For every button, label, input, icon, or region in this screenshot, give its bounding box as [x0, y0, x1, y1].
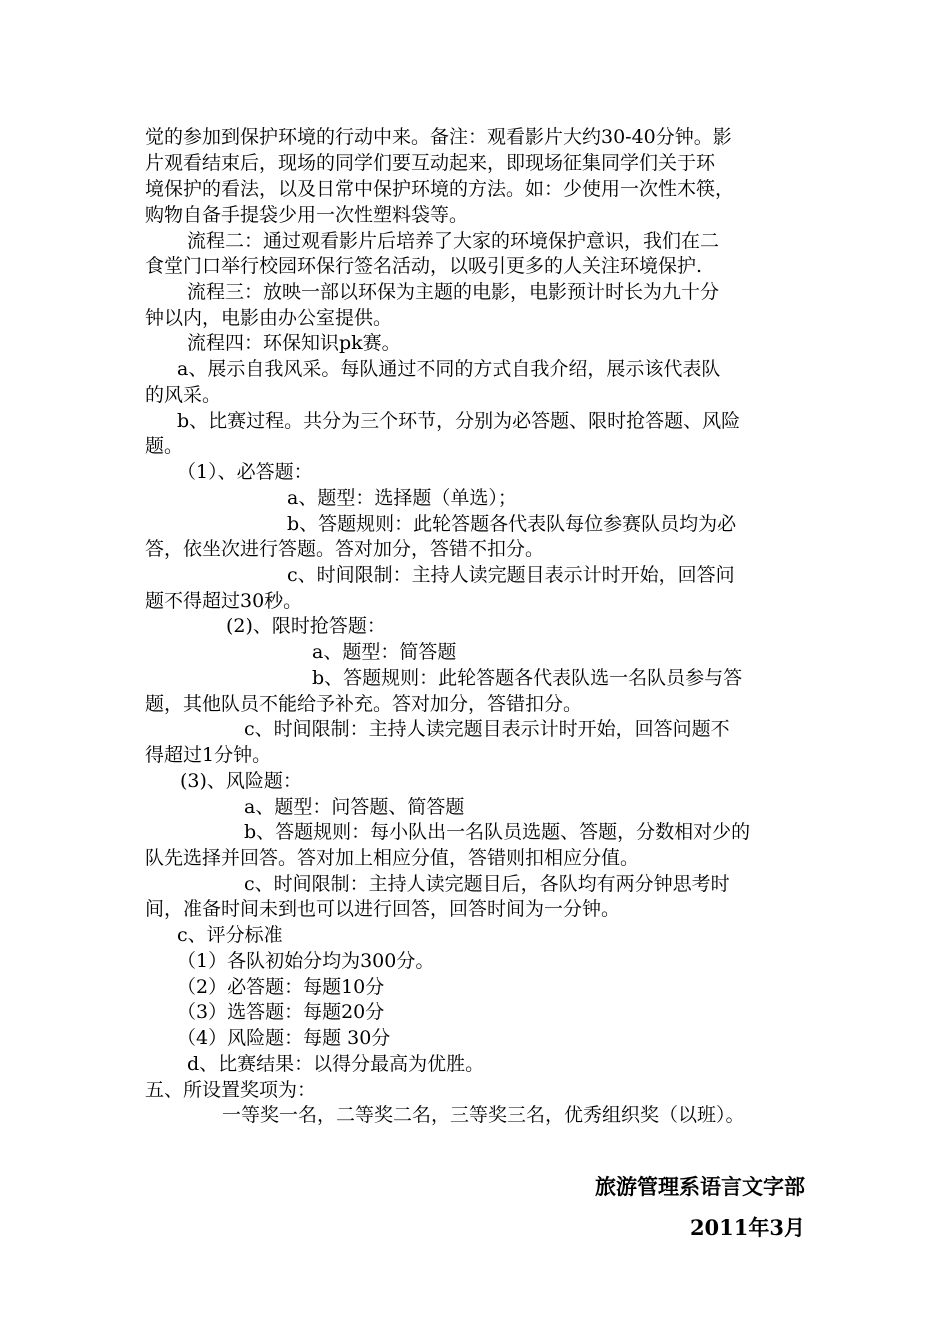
section-heading: 五、所设置奖项为：	[145, 1079, 317, 1101]
paragraph-line: 题。	[145, 435, 184, 457]
paragraph-line: （1）、必答题：	[177, 461, 313, 483]
paragraph-line: 题，其他队员不能给予补充。答对加分，答错扣分。	[145, 693, 583, 715]
paragraph-line: a、题型：选择题（单选）；	[287, 487, 517, 509]
paragraph-line: 片观看结束后，现场的同学们要互动起来，即现场征集同学们关于环	[145, 152, 716, 174]
paragraph-line: b、答题规则：每小队出一名队员选题、答题，分数相对少的	[244, 821, 751, 843]
paragraph-line: a、题型：简答题	[312, 641, 457, 663]
paragraph-line: （4）风险题：每题 30分	[177, 1027, 391, 1049]
paragraph-line: 间，准备时间未到也可以进行回答，回答时间为一分钟。	[145, 898, 621, 920]
paragraph-line: 购物自备手提袋少用一次性塑料袋等。	[145, 204, 469, 226]
paragraph-line: （2）必答题：每题10分	[177, 976, 385, 998]
paragraph-line: b、比赛过程。共分为三个环节，分别为必答题、限时抢答题、风险	[177, 410, 741, 432]
paragraph-line: (2)、限时抢答题：	[226, 615, 386, 637]
paragraph-line: a、展示自我风采。每队通过不同的方式自我介绍，展示该代表队	[177, 358, 721, 380]
paragraph-line: 境保护的看法，以及日常中保护环境的方法。如：少使用一次性木筷，	[145, 178, 735, 200]
paragraph-line: 流程三：放映一部以环保为主题的电影，电影预计时长为九十分	[187, 281, 720, 303]
paragraph-line: 流程四：环保知识pk赛。	[187, 332, 401, 354]
paragraph-line: 觉的参加到保护环境的行动中来。备注：观看影片大约30-40分钟。影	[145, 126, 732, 148]
signature-date: 2011年3月	[689, 1215, 805, 1240]
paragraph-line: c、时间限制：主持人读完题目后，各队均有两分钟思考时	[244, 873, 730, 895]
paragraph-line: （3）选答题：每题20分	[177, 1001, 385, 1023]
paragraph-line: 流程二：通过观看影片后培养了大家的环境保护意识，我们在二	[187, 230, 720, 252]
paragraph-line: 钟以内，电影由办公室提供。	[145, 307, 393, 329]
paragraph-line: d、比赛结果：以得分最高为优胜。	[187, 1053, 485, 1075]
paragraph-line: 食堂门口举行校园环保行签名活动，以吸引更多的人关注环境保护.	[145, 255, 703, 277]
paragraph-line: a、题型：问答题、简答题	[244, 796, 465, 818]
paragraph-line: 一等奖一名，二等奖二名，三等奖三名，优秀组织奖（以班）。	[222, 1104, 745, 1126]
paragraph-line: （1）各队初始分均为300分。	[177, 950, 435, 972]
paragraph-line: 题不得超过30秒。	[145, 590, 303, 612]
paragraph-line: c、时间限制：主持人读完题目表示计时开始，回答问题不	[244, 718, 730, 740]
paragraph-line: 答，依坐次进行答题。答对加分，答错不扣分。	[145, 538, 545, 560]
paragraph-line: c、评分标准	[177, 924, 283, 946]
paragraph-line: c、时间限制：主持人读完题目表示计时开始，回答问	[287, 564, 735, 586]
paragraph-line: 得超过1分钟。	[145, 744, 272, 766]
paragraph-line: (3)、风险题：	[180, 770, 302, 792]
signature-department: 旅游管理系语言文字部	[595, 1174, 805, 1199]
paragraph-line: b、答题规则：此轮答题各代表队选一名队员参与答	[312, 667, 743, 689]
paragraph-line: b、答题规则：此轮答题各代表队每位参赛队员均为必	[287, 513, 737, 535]
paragraph-line: 的风采。	[145, 384, 222, 406]
paragraph-line: 队先选择并回答。答对加上相应分值，答错则扣相应分值。	[145, 847, 640, 869]
